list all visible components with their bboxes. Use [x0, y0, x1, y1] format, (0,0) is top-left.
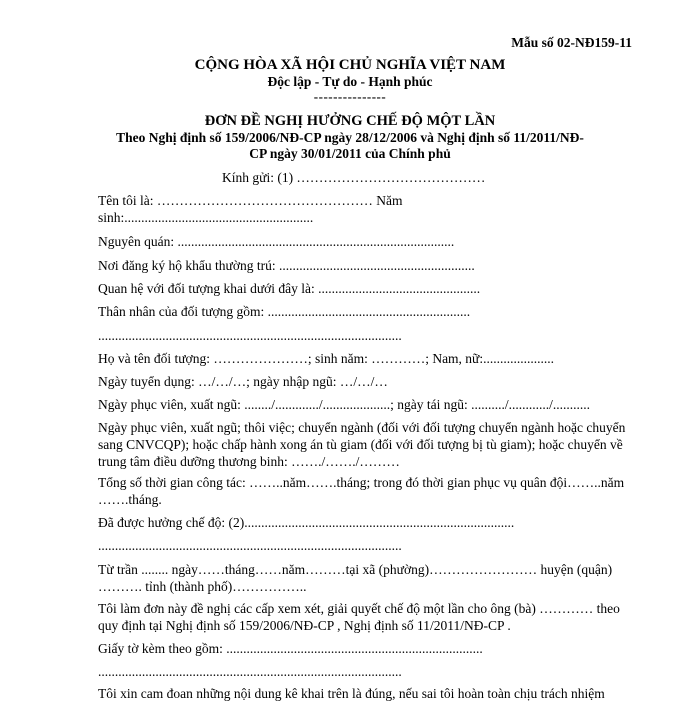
field-attachments-continued: .......................................................................................... — [98, 664, 402, 679]
field-subject: Họ và tên đối tượng: …………………; sinh năm: …………; Nam, nữ:..................... — [98, 351, 555, 366]
field-attachments: Giấy tờ kèm theo gồm: ............................................................................ — [98, 641, 483, 656]
field-relatives: Thân nhân của đối tượng gồm: ............................................................ — [98, 304, 471, 319]
field-received-continued: .......................................................................................... — [98, 538, 402, 553]
field-recruit-date: Ngày tuyển dụng: …/…/…; ngày nhập ngũ: …/…/… — [98, 374, 388, 389]
subtitle-line-1: Theo Nghị định số 159/2006/NĐ-CP ngày 28/12/2006 và Nghị định số 11/2011/NĐ- — [116, 130, 584, 145]
header-separator: --------------- — [313, 89, 387, 104]
field-service-time: Tổng số thời gian công tác: ……..năm…….tháng; trong đó thời gian phục vụ quân đội……..năm …….tháng. — [98, 475, 625, 507]
field-commitment: Tôi xin cam đoan những nội dung kê khai trên là đúng, nếu sai tôi hoàn toàn chịu trách nhiệm — [98, 686, 605, 701]
document-title: ĐƠN ĐỀ NGHỊ HƯỞNG CHẾ ĐỘ MỘT LẦN — [204, 113, 496, 129]
field-relatives-continued: .......................................................................................... — [98, 328, 402, 343]
field-birth-year: sinh:........................................................ — [98, 210, 314, 225]
motto: Độc lập - Tự do - Hạnh phúc — [267, 74, 433, 89]
field-request: Tôi làm đơn này đề nghị các cấp xem xét, giải quyết chế độ một lần cho ông (bà) ………… theo quy định tại Nghị định số 159/2006/NĐ-CP , Nghị định số 11/2011/NĐ-CP . — [98, 601, 620, 633]
nation-header: CỘNG HÒA XÃ HỘI CHỦ NGHĨA VIỆT NAM — [194, 57, 506, 73]
field-hometown: Nguyên quán: .................................................................................. — [98, 234, 455, 249]
subtitle-line-2: CP ngày 30/01/2011 của Chính phủ — [249, 146, 451, 161]
field-received: Đã được hưởng chế độ: (2)................................................................................ — [98, 515, 515, 530]
form-code: Mẫu số 02-NĐ159-11 — [511, 35, 632, 50]
field-transfer-paragraph: Ngày phục viên, xuất ngũ; thôi việc; chuyển ngành (đối với đối tượng chuyển ngành hoặc chuyển sang CNVCQP); hoặc chấp hành xong án tù giam (đối với đối tượng bị tù giam); hoặc chuyển về trung tâm điều dưỡng thương binh: ……./……./……… — [98, 420, 626, 469]
field-death: Từ trần ........ ngày……tháng……năm………tại xã (phường)…………………… huyện (quận) ………. tỉnh (thành phố)…………….. — [98, 562, 613, 594]
field-demob-date: Ngày phục viên, xuất ngũ: ......../............./....................; ngày tái ngũ: ........../............/........... — [98, 397, 590, 412]
field-name: Tên tôi là: ………………………………………… Năm — [98, 193, 403, 208]
addressee-line: Kính gửi: (1) …………………………………… — [222, 170, 486, 185]
field-relation: Quan hệ với đối tượng khai dưới đây là: ................................................ — [98, 281, 481, 296]
field-residence: Nơi đăng ký hộ khẩu thường trú: .......................................................... — [98, 258, 475, 273]
